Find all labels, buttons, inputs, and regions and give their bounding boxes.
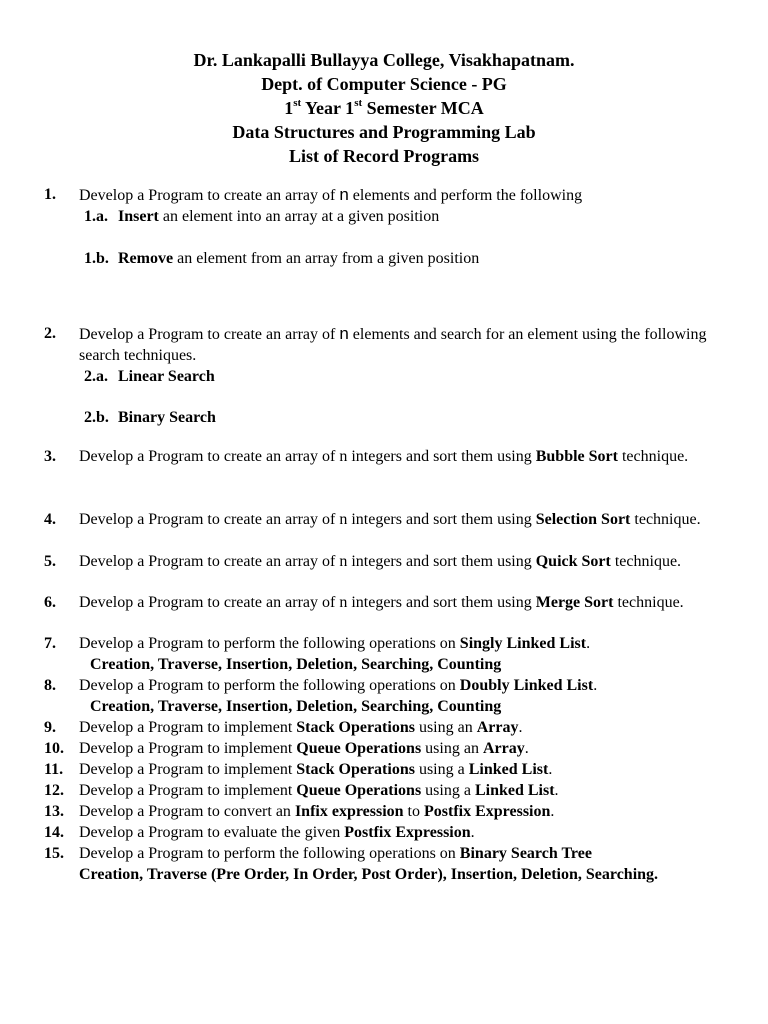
college-name: Dr. Lankapalli Bullayya College, Visakhapatnam. (193, 50, 575, 70)
sub-item: 1.b. Remove an element from an array from a given position (84, 250, 480, 267)
operations-list: Creation, Traverse, Insertion, Deletion, Searching, Counting (90, 698, 502, 715)
list-item (44, 717, 724, 738)
year-semester (0, 96, 768, 120)
sub-item-number: 1.a. (84, 208, 108, 225)
item-number: 8. (44, 677, 56, 694)
sub-item-number: 2.a. (84, 368, 108, 385)
list-item (44, 323, 724, 366)
item-text: Develop a Program to convert an Infix expression to Postfix Expression. (79, 803, 555, 820)
list-title: List of Record Programs (288, 146, 480, 166)
list-item (44, 801, 724, 822)
item-number: 11. (44, 761, 64, 778)
item-text: Develop a Program to implement Queue Operations using a Linked List. (79, 782, 559, 799)
item-number: 14. (44, 824, 64, 841)
item-number: 12. (44, 782, 64, 799)
item-text: Develop a Program to create an array of n integers and sort them using Quick Sort technique. (79, 553, 682, 570)
item-text: Develop a Program to implement Stack Operations using a Linked List. (79, 761, 553, 778)
item-text: Develop a Program to perform the following operations on Binary Search Tree (79, 845, 592, 862)
list-item (44, 738, 724, 759)
document-header (0, 48, 768, 168)
item-text: Develop a Program to perform the following operations on Singly Linked List. (79, 635, 591, 652)
list-item (44, 509, 724, 530)
sub-item-number: 1.b. (84, 250, 109, 267)
list-item (44, 822, 724, 843)
list-item (44, 843, 724, 885)
list-item (44, 184, 724, 206)
list-item (44, 446, 724, 467)
semester-suffix: st (354, 97, 363, 109)
item-number: 9. (44, 719, 56, 736)
list-item (44, 592, 724, 613)
item-text: Develop a Program to create an array of n elements and perform the following (79, 185, 583, 204)
item-number: 7. (44, 635, 56, 652)
sub-item: 2.b. Binary Search (84, 409, 216, 426)
item-number: 15. (44, 845, 64, 862)
item-text: Develop a Program to create an array of n integers and sort them using Selection Sort technique. (79, 511, 701, 528)
list-item (44, 551, 724, 572)
item-text: Develop a Program to implement Queue Operations using an Array. (79, 740, 529, 757)
operations-list: Creation, Traverse (Pre Order, In Order, Post Order), Insertion, Deletion, Searching. (79, 866, 659, 883)
operations-list: Creation, Traverse, Insertion, Deletion, Searching, Counting (90, 656, 502, 673)
semester-number: Year 1 (301, 98, 355, 118)
item-number: 10. (44, 740, 64, 757)
sub-item-number: 2.b. (84, 409, 109, 426)
department-name: Dept. of Computer Science - PG (261, 74, 507, 94)
sub-item: 2.a. Linear Search (84, 368, 215, 385)
item-text: Develop a Program to perform the following operations on Doubly Linked List. (79, 677, 598, 694)
year-number: 1 (284, 98, 294, 118)
lab-title: Data Structures and Programming Lab (232, 122, 536, 142)
sub-item: 1.a. Insert an element into an array at a given position (84, 208, 440, 225)
item-text: Develop a Program to create an array of n elements and search for an element using the following search techniques. (79, 324, 707, 364)
item-number: 4. (44, 511, 56, 528)
item-number: 13. (44, 803, 64, 820)
item-number: 6. (44, 594, 56, 611)
list-item (44, 633, 724, 675)
item-text: Develop a Program to evaluate the given Postfix Expression. (79, 824, 475, 841)
year-suffix: st (293, 97, 302, 109)
item-number: 2. (44, 325, 56, 342)
item-text: Develop a Program to implement Stack Operations using an Array. (79, 719, 523, 736)
list-item (44, 780, 724, 801)
item-number: 1. (44, 186, 56, 203)
item-number: 3. (44, 448, 56, 465)
item-number: 5. (44, 553, 56, 570)
item-text: Develop a Program to create an array of n integers and sort them using Bubble Sort technique. (79, 448, 689, 465)
item-text: Develop a Program to create an array of n integers and sort them using Merge Sort technique. (79, 594, 684, 611)
semester-label: Semester MCA (362, 98, 484, 118)
list-item (44, 675, 724, 717)
list-item (44, 759, 724, 780)
